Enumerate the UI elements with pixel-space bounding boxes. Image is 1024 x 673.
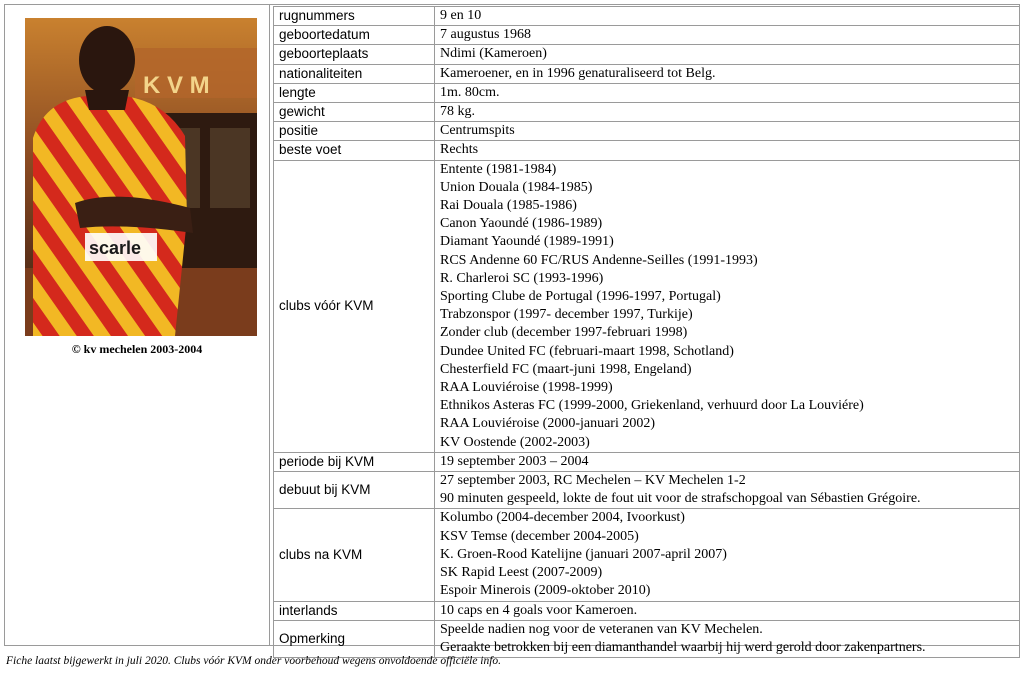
club-item: Union Douala (1984-1985) — [440, 179, 593, 195]
table-row — [274, 26, 1020, 45]
info-table — [273, 6, 1020, 658]
row-value — [435, 620, 1020, 657]
club-item: RAA Louviéroise (1998-1999) — [440, 380, 613, 396]
table-row — [274, 452, 1020, 471]
row-value — [435, 472, 1020, 509]
shirt-sponsor: scarle — [89, 238, 142, 258]
club-item: Chesterfield FC (maart-juni 1998, Engeland) — [440, 361, 692, 377]
club-item: KV Oostende (2002-2003) — [440, 434, 590, 450]
club-item: Kolumbo (2004-december 2004, Ivoorkust) — [440, 510, 685, 526]
row-label: nationaliteiten — [274, 64, 435, 83]
row-value: Kameroener, en in 1996 genaturaliseerd tot Belg. — [435, 64, 1020, 83]
remark-line: Geraakte betrokken bij een diamanthandel waarbij hij werd gerold door zakenpartners. — [440, 639, 926, 655]
table-row — [274, 45, 1020, 64]
table-row — [274, 64, 1020, 83]
row-label: lengte — [274, 83, 435, 102]
row-label: periode bij KVM — [274, 452, 435, 471]
row-label: rugnummers — [274, 7, 435, 26]
club-item: RAA Louviéroise (2000-januari 2002) — [440, 416, 656, 432]
row-label: beste voet — [274, 141, 435, 160]
row-label: geboortedatum — [274, 26, 435, 45]
stadium-sign: K V M — [143, 72, 210, 99]
row-value: 7 augustus 1968 — [435, 26, 1020, 45]
club-item: SK Rapid Leest (2007-2009) — [440, 565, 603, 581]
club-item: K. Groen-Rood Katelijne (januari 2007-april 2007) — [440, 546, 727, 562]
player-photo — [25, 18, 257, 336]
club-item: Trabzonspor (1997- december 1997, Turkije) — [440, 307, 693, 323]
photo-cell — [5, 5, 270, 645]
club-item: Ethnikos Asteras FC (1999-2000, Griekenland, verhuurd door La Louviére) — [440, 398, 864, 414]
debut-line: 27 september 2003, RC Mechelen – KV Mechelen 1-2 — [440, 473, 746, 489]
club-item: R. Charleroi SC (1993-1996) — [440, 270, 604, 286]
row-value: Centrumspits — [435, 122, 1020, 141]
debut-line: 90 minuten gespeeld, lokte de fout uit voor de strafschopgoal van Sébastien Grégoire. — [440, 491, 921, 507]
club-item: Diamant Yaoundé (1989-1991) — [440, 234, 614, 250]
table-row — [274, 472, 1020, 509]
club-item: Entente (1981-1984) — [440, 161, 557, 177]
row-value: 19 september 2003 – 2004 — [435, 452, 1020, 471]
table-row — [274, 122, 1020, 141]
club-item: Canon Yaoundé (1986-1989) — [440, 216, 603, 232]
table-row — [274, 509, 1020, 601]
footnote: Fiche laatst bijgewerkt in juli 2020. Clubs vóór KVM onder voorbehoud wegens onvoldoende officiële info. — [6, 655, 502, 667]
player-head — [79, 26, 135, 94]
row-value — [435, 160, 1020, 452]
table-row — [274, 620, 1020, 657]
photo-caption: © kv mechelen 2003-2004 — [71, 342, 203, 356]
table-row — [274, 160, 1020, 452]
row-label: clubs vóór KVM — [274, 160, 435, 452]
remark-line: Speelde nadien nog voor de veteranen van KV Mechelen. — [440, 621, 763, 637]
row-label: interlands — [274, 601, 435, 620]
table-row — [274, 7, 1020, 26]
row-value: 1m. 80cm. — [435, 83, 1020, 102]
row-label: geboorteplaats — [274, 45, 435, 64]
club-item: Zonder club (december 1997-februari 1998) — [440, 325, 688, 341]
row-label: debuut bij KVM — [274, 472, 435, 509]
row-value: 9 en 10 — [435, 7, 1020, 26]
row-label: gewicht — [274, 103, 435, 122]
row-label: clubs na KVM — [274, 509, 435, 601]
club-item: Dundee United FC (februari-maart 1998, Schotland) — [440, 343, 734, 359]
club-item: Rai Douala (1985-1986) — [440, 198, 577, 214]
row-value: 10 caps en 4 goals voor Kameroen. — [435, 601, 1020, 620]
table-row — [274, 83, 1020, 102]
row-value: Ndimi (Kameroen) — [435, 45, 1020, 64]
table-row — [274, 103, 1020, 122]
club-item: KSV Temse (december 2004-2005) — [440, 528, 639, 544]
row-label: positie — [274, 122, 435, 141]
club-item: Sporting Clube de Portugal (1996-1997, Portugal) — [440, 289, 721, 305]
table-row — [274, 601, 1020, 620]
player-fiche — [4, 4, 1020, 655]
row-value: 78 kg. — [435, 103, 1020, 122]
club-item: RCS Andenne 60 FC/RUS Andenne-Seilles (1991-1993) — [440, 252, 758, 268]
row-value — [435, 509, 1020, 601]
row-value: Rechts — [435, 141, 1020, 160]
club-item: Espoir Minerois (2009-oktober 2010) — [440, 583, 651, 599]
table-row — [274, 141, 1020, 160]
row-label: Opmerking — [274, 620, 435, 657]
